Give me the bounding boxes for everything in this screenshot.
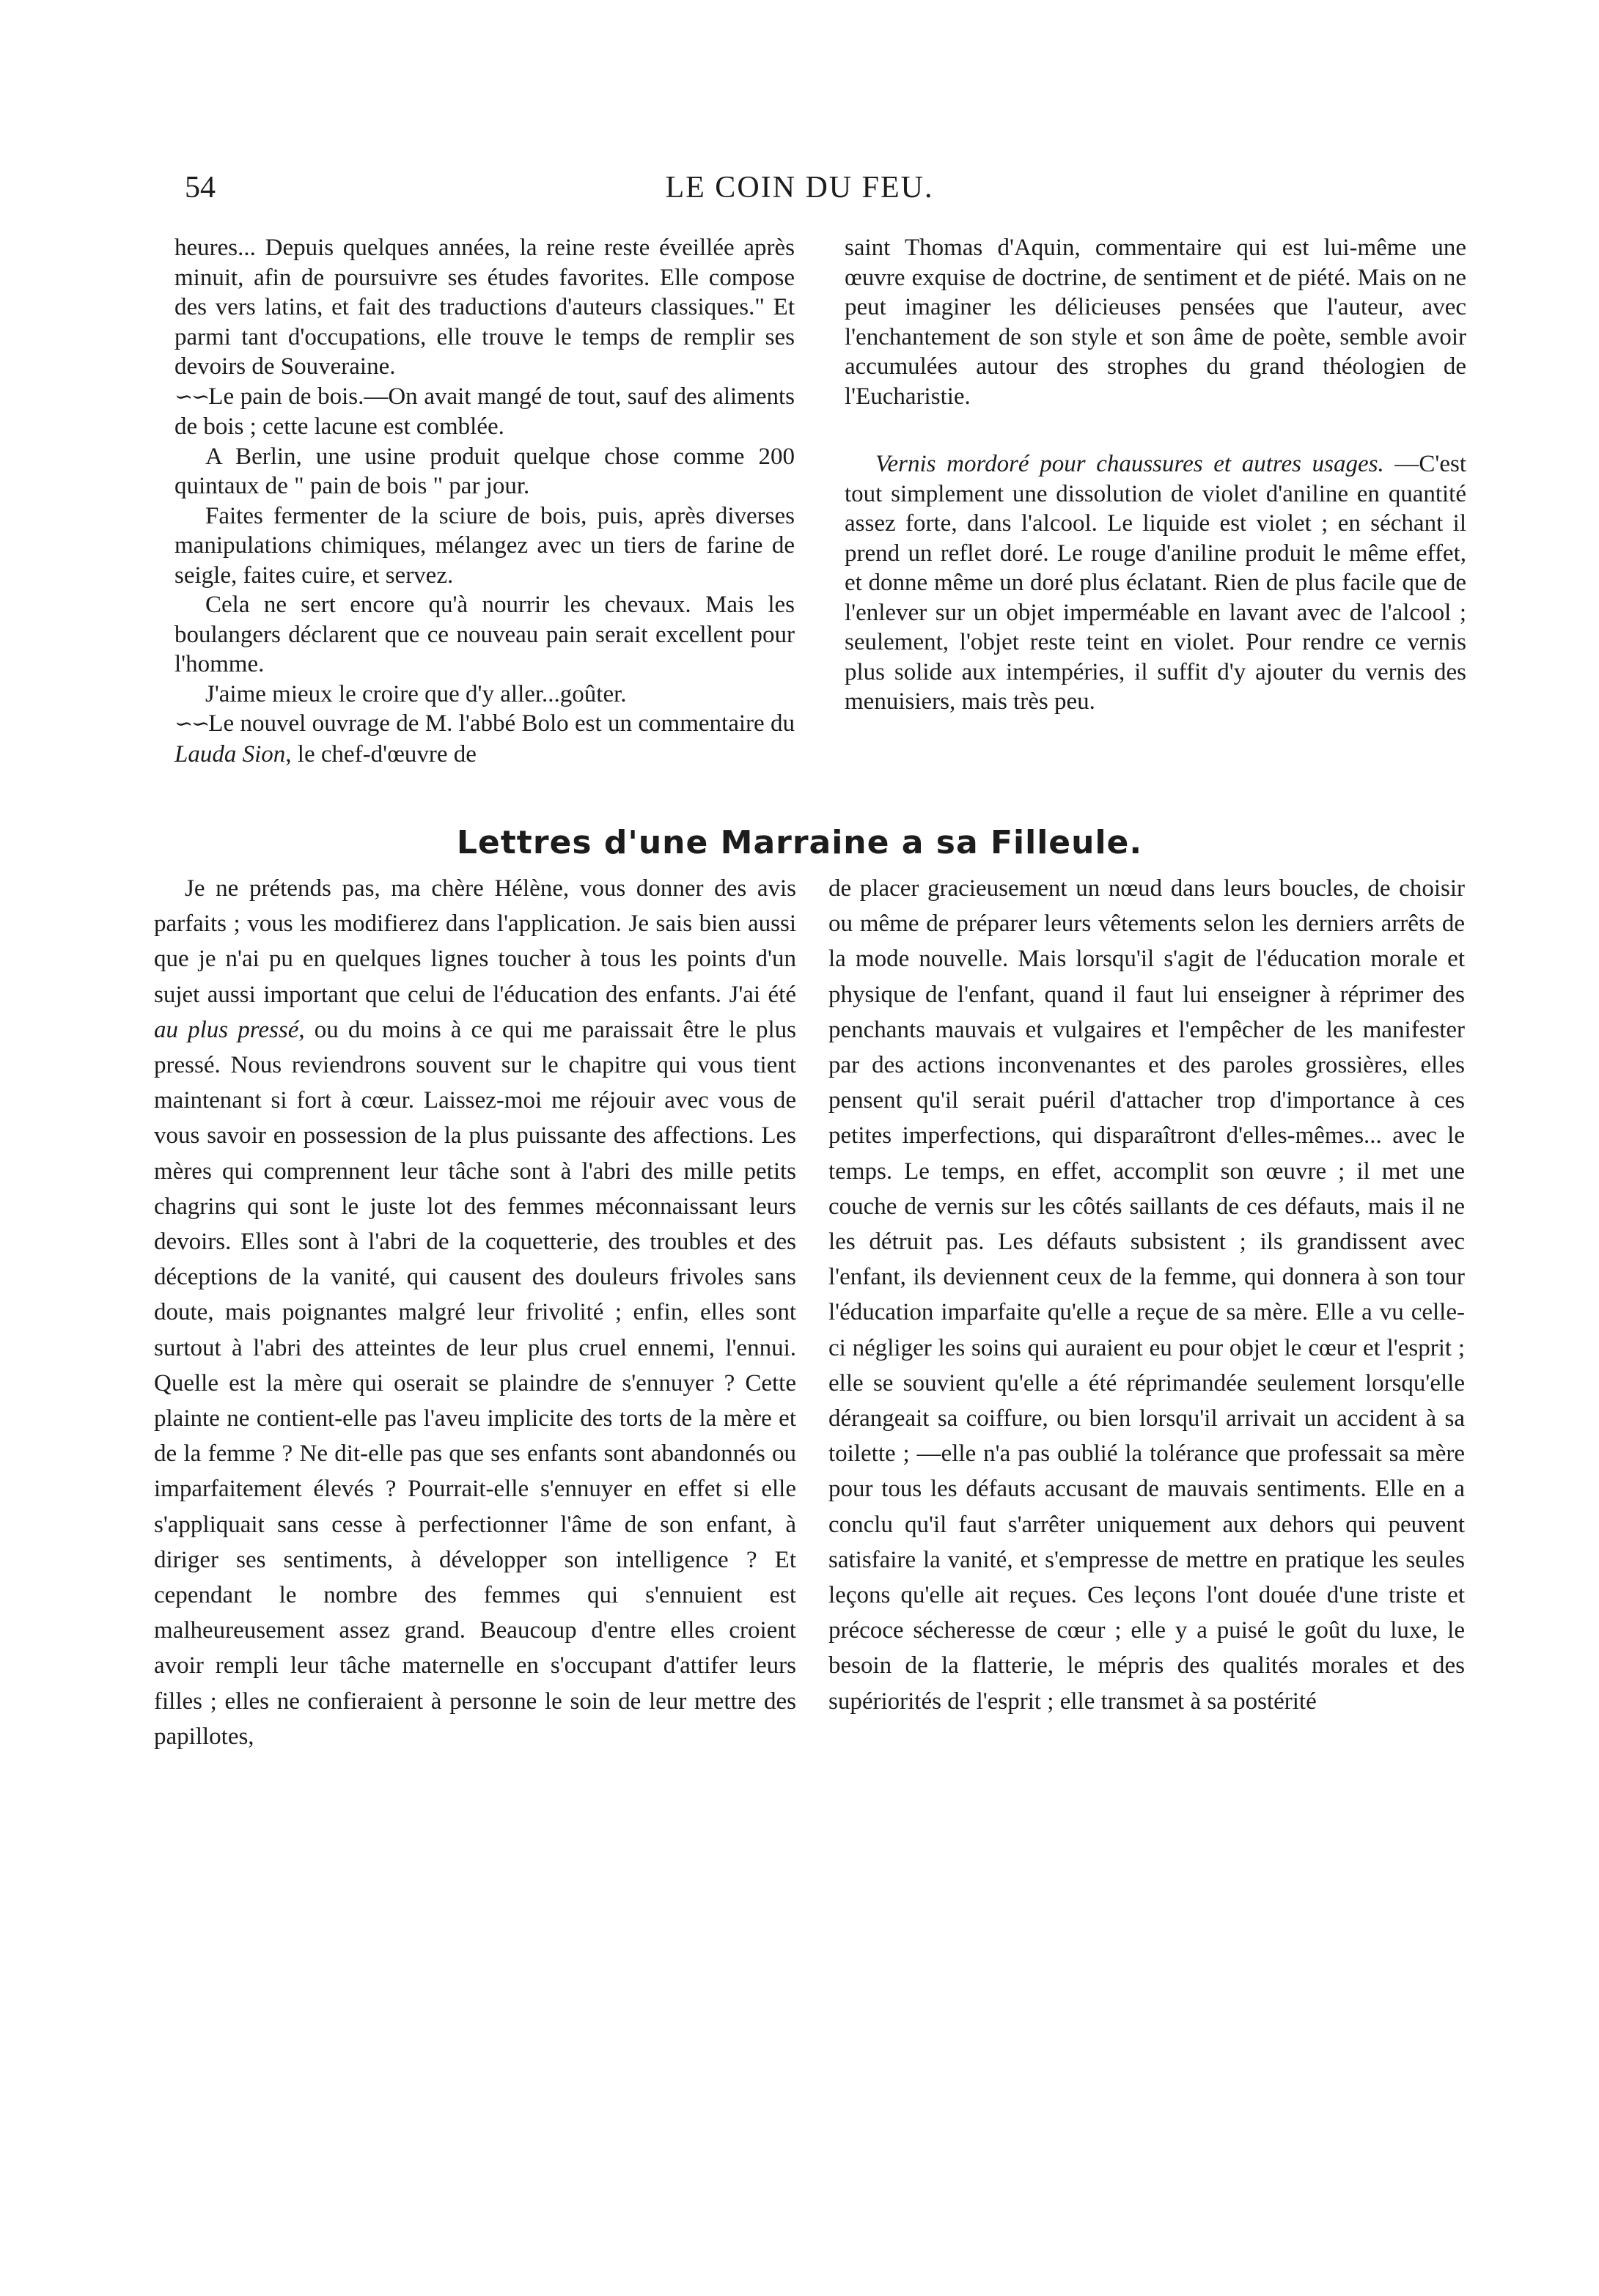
column-bottom-left: [154, 871, 796, 1754]
paragraph-vernis: [845, 449, 1466, 717]
paragraph-berlin: A Berlin, une usine produit quelque chose comme 200 quintaux de " pain de bois " par jour.: [174, 443, 795, 499]
paragraph-text: Le pain de bois.—On avait mangé de tout, sauf des aliments de bois ; cette lacune est comblée.: [174, 383, 795, 440]
paragraph-text: Le nouvel ouvrage de M. l'abbé Bolo est un commentaire du: [208, 710, 795, 737]
paragraph-text: —C'est tout simplement une dissolution de violet d'aniline en quantité assez forte, dans l'alcool. Le liquide est violet ; en séchant il prend un reflet doré. Le rouge d'aniline produit le même effet, et donne même un doré plus éclatant. Rien de plus facile que de l'enlever sur un objet imperméable en lavant avec de l'alcool ; seulement, l'objet reste teint en violet. Pour rendre ce vernis plus solide aux intempéries, il suffit d'y ajouter du vernis des menuisiers, mais très peu.: [845, 451, 1466, 715]
paragraph-fermenter: Faites fermenter de la sciure de bois, puis, après diverses manipulations chimiques, mélangez avec un tiers de farine de seigle, faites cuire, et servez.: [174, 502, 795, 589]
paragraph-lettre-right: de placer gracieusement un nœud dans leurs boucles, de choisir ou même de préparer leurs vêtements selon les derniers arrêts de la mode nouvelle. Mais lorsqu'il s'agit de l'éducation morale et physique de l'enfant, quand il faut lui enseigner à réprimer des penchants mauvais et vulgaires et l'empêcher de les manifester par des actions inconvenantes et des paroles grossières, elles pensent qu'il serait puéril d'attacher trop d'importance à ces petites imperfections, qui disparaîtront d'elles-mêmes... avec le temps. Le temps, en effet, accomplit son œuvre ; il met une couche de vernis sur les côtés saillants de ces défauts, mais il ne les détruit pas. Les défauts subsistent ; ils grandissent avec l'enfant, ils deviennent ceux de la femme, qui donnera à son tour l'éducation imparfaite qu'elle a reçue de sa mère. Elle a vu celle-ci négliger les soins qui auraient eu pour objet le cœur et l'esprit ; elle se souvient qu'elle a été réprimandée seulement lorsqu'elle dérangeait sa coiffure, ou bien lorsqu'il arrivait un accident à sa toilette ; —elle n'a pas oublié la tolérance que professait sa mère pour tous les défauts accusant de mauvais sentiments. Elle en a conclu qu'il faut s'arrêter uniquement aux dehors qui peuvent satisfaire la vanité, et s'empresse de mettre en pratique les seules leçons qu'elle ait reçues. Ces leçons l'ont douée d'une triste et précoce sécheresse de cœur ; elle y a puisé le goût du luxe, le besoin de la flatterie, le mépris des qualités morales et des supériorités de l'esprit ; elle transmet à sa postérité: [828, 875, 1465, 1715]
page-number: 54: [185, 171, 216, 205]
section-title: Lettres d'une Marraine a sa Filleule.: [456, 824, 1143, 861]
running-title: LE COIN DU FEU.: [665, 171, 934, 205]
column-top-left: [174, 233, 795, 769]
paragraph-abbe-bolo: [174, 709, 795, 769]
paragraph-chevaux: Cela ne sert encore qu'à nourrir les chevaux. Mais les boulangers déclarent que ce nouveau pain serait excellent pour l'homme.: [174, 592, 795, 677]
book-title: Lauda Sion: [174, 740, 286, 768]
paragraph-text: , le chef-d'œuvre de: [285, 740, 477, 768]
paragraph-lettre-left: [154, 871, 796, 1754]
column-bottom-right: [828, 871, 1465, 1719]
paragraph-aller-gouter: J'aime mieux le croire que d'y aller...goûter.: [205, 680, 627, 707]
paragraph-pain-de-bois: [174, 382, 795, 442]
section-marker: ∽∽: [174, 384, 209, 409]
column-top-right: [845, 233, 1466, 717]
paragraph-text: , ou du moins à ce qui me paraissait être le plus pressé. Nous reviendrons souvent sur le chapitre qui vous tient maintenant si fort à cœur. Laissez-moi me réjouir avec vous de vous savoir en possession de la plus puissante des affections. Les mères qui comprennent leur tâche sont à l'abri des mille petits chagrins qui sont le juste lot des femmes méconnaissant leurs devoirs. Elles sont à l'abri de la coquetterie, des troubles et des déceptions de la vanité, qui causent des douleurs frivoles sans doute, mais poignantes malgré leur frivolité ; enfin, elles sont surtout à l'abri des atteintes de leur plus cruel ennemi, l'ennui. Quelle est la mère qui oserait se plaindre de s'ennuyer ? Cette plainte ne contient-elle pas l'aveu implicite des torts de la mère et de la femme ? Ne dit-elle pas que ses enfants sont abandonnés ou imparfaitement élevés ? Pourrait-elle s'ennuyer en effet si elle s'appliquait sans cesse à perfectionner l'âme de son enfant, à diriger ses sentiments, à développer son intelligence ? Et cependant le nombre des femmes qui s'ennuient est malheureusement assez grand. Beaucoup d'entre elles croient avoir rempli leur tâche maternelle en s'occupant d'attifer leurs filles ; elles ne confieraient à personne le soin de leur mettre des papillotes,: [154, 1016, 796, 1750]
section-marker: ∽∽: [174, 712, 209, 736]
emphasis: au plus pressé: [154, 1016, 299, 1043]
paragraph-text: Je ne prétends pas, ma chère Hélène, vous donner des avis parfaits ; vous les modifierez dans l'application. Je sais bien aussi que je n'ai pu en quelques lignes toucher à tous les points d'un sujet aussi important que celui de l'éducation des enfants. J'ai été: [154, 875, 796, 1008]
paragraph-reine: heures... Depuis quelques années, la reine reste éveillée après minuit, afin de poursuivre ses études favorites. Elle compose des vers latins, et fait des traductions d'auteurs classiques." Et parmi tant d'occupations, elle trouve le temps de remplir ses devoirs de Souveraine.: [174, 235, 795, 380]
vernis-heading: Vernis mordoré pour chaussures et autres usages.: [875, 451, 1384, 477]
paragraph-thomas-aquin: saint Thomas d'Aquin, commentaire qui est lui-même une œuvre exquise de doctrine, de sentiment et de piété. Mais on ne peut imaginer les délicieuses pensées que l'auteur, avec l'enchantement de son style et son âme de poète, semble avoir accumulées autour des strophes du grand théologien de l'Eucharistie.: [845, 235, 1466, 410]
